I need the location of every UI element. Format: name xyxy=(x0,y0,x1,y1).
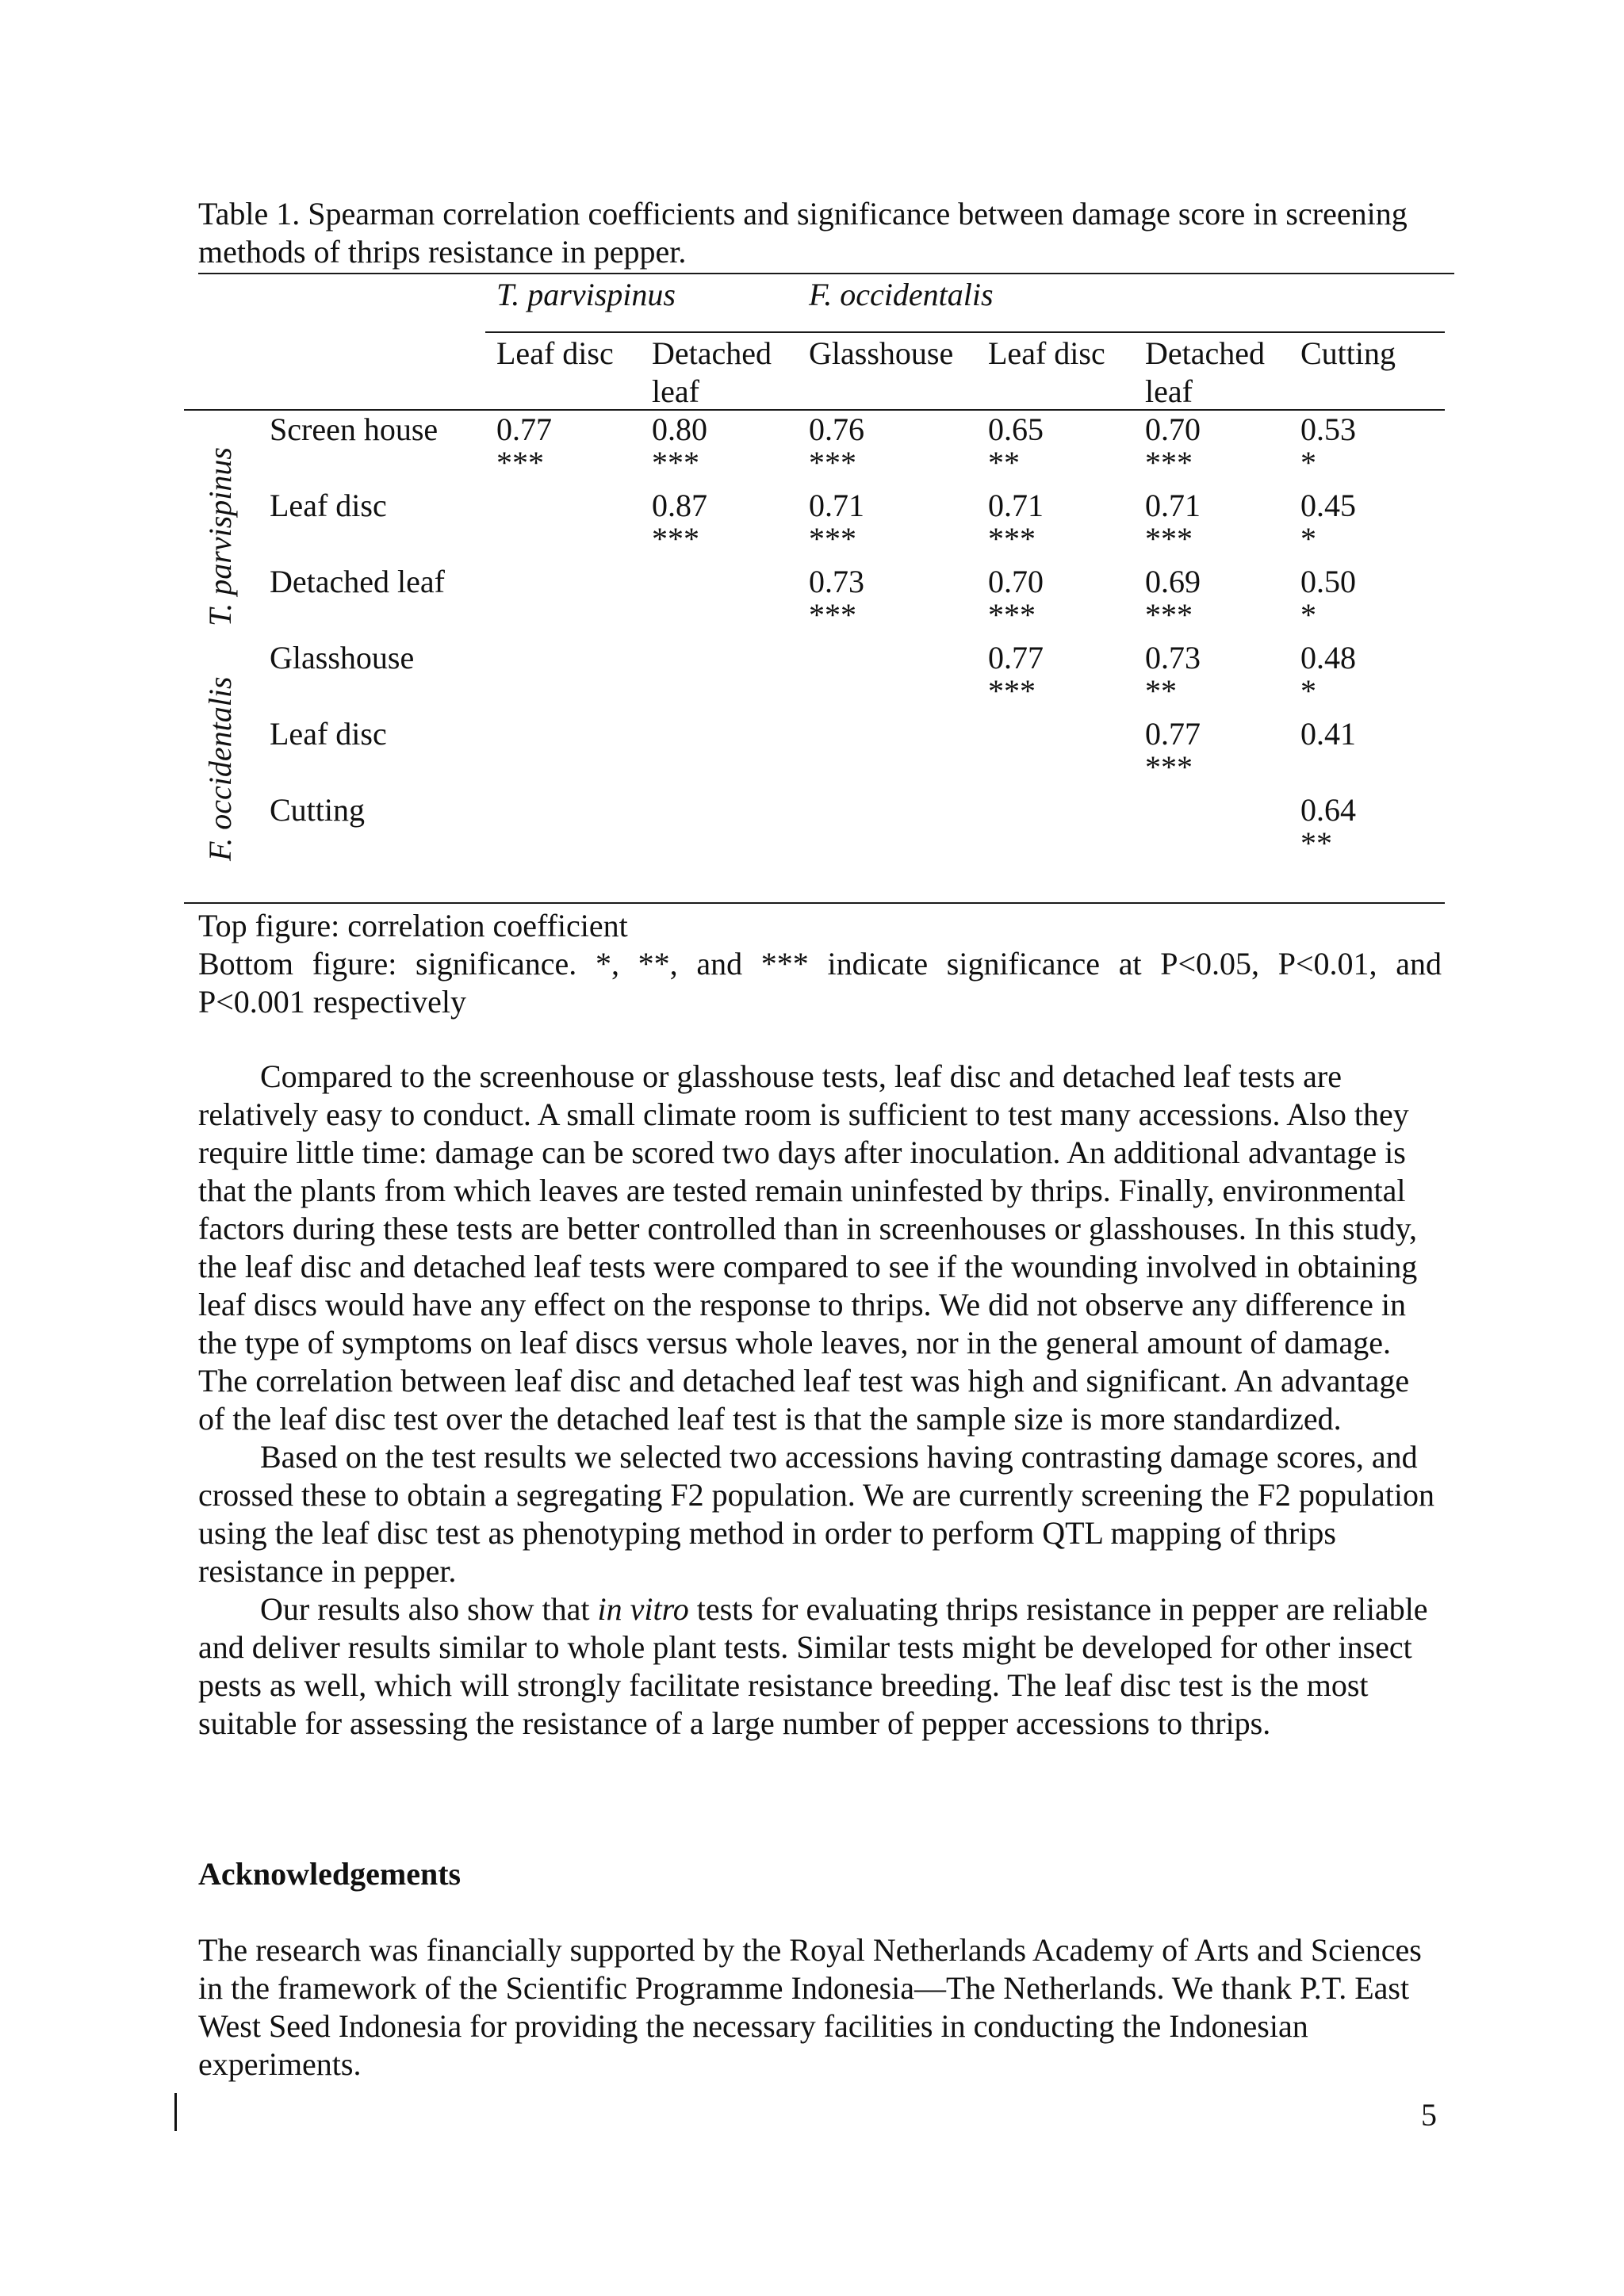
coef-cell: 0.73 xyxy=(1145,640,1201,675)
sig-cell: * xyxy=(1300,445,1316,480)
sig-cell: *** xyxy=(809,521,856,557)
coef-cell: 0.71 xyxy=(809,488,864,523)
sig-cell: ** xyxy=(988,445,1020,480)
col-header-detached-leaf-fo: Detached xyxy=(1145,335,1266,371)
coef-cell: 0.80 xyxy=(652,411,707,447)
col-header-leaf-disc-tp: Leaf disc xyxy=(496,335,614,371)
table-bottom-rule xyxy=(184,902,1445,904)
coef-cell: 0.71 xyxy=(1145,488,1201,523)
coef-cell: 0.41 xyxy=(1300,716,1356,752)
coef-cell: 0.77 xyxy=(988,640,1044,675)
col-header-glasshouse: Glasshouse xyxy=(809,335,954,371)
paragraph-3-italic: in vitro xyxy=(597,1591,689,1627)
coef-cell: 0.45 xyxy=(1300,488,1356,523)
col-header-detached-leaf-fo-line2: leaf xyxy=(1145,373,1193,409)
col-header-leaf-disc-fo: Leaf disc xyxy=(988,335,1105,371)
group-header-f-occidentalis: F. occidentalis xyxy=(809,277,994,312)
row-label: Leaf disc xyxy=(270,716,387,752)
sig-cell: *** xyxy=(652,445,699,480)
change-bar xyxy=(174,2093,177,2131)
sig-cell: *** xyxy=(988,597,1036,633)
page-number: 5 xyxy=(1421,2097,1437,2133)
paragraph-2: Based on the test results we selected two accessions having contrasting damage scores, and crossed these to obtain a segregating F2 population. We are currently screening the F2 population using the leaf disc test as phenotyping method in order to perform QTL mapping of thrips resistance in pepper. xyxy=(198,1439,1434,1589)
table-top-rule xyxy=(198,273,1454,274)
coef-cell: 0.77 xyxy=(1145,716,1201,752)
side-label-f-occidentalis: F. occidentalis xyxy=(202,676,238,861)
col-header-detached-leaf-tp: Detached xyxy=(652,335,772,371)
col-header-detached-leaf-tp-line2: leaf xyxy=(652,373,699,409)
coef-cell: 0.48 xyxy=(1300,640,1356,675)
sig-cell: *** xyxy=(988,673,1036,709)
row-label: Detached leaf xyxy=(270,564,445,599)
coef-cell: 0.76 xyxy=(809,411,864,447)
sig-cell: ** xyxy=(1300,825,1332,861)
note-top-figure: Top figure: correlation coefficient xyxy=(198,908,628,943)
sig-cell: *** xyxy=(1145,445,1193,480)
coef-cell: 0.64 xyxy=(1300,792,1356,828)
coef-cell: 0.70 xyxy=(1145,411,1201,447)
col-header-cutting: Cutting xyxy=(1300,335,1396,371)
acknowledgements-heading: Acknowledgements xyxy=(198,1856,462,1892)
row-label: Leaf disc xyxy=(270,488,387,523)
sig-cell: *** xyxy=(1145,749,1193,785)
paragraph-3-start: Our results also show that xyxy=(260,1591,598,1627)
coef-cell: 0.73 xyxy=(809,564,864,599)
group-header-t-parvispinus: T. parvispinus xyxy=(496,277,676,312)
coef-cell: 0.71 xyxy=(988,488,1044,523)
table-caption: Table 1. Spearman correlation coefficients and significance between damage score in screening methods of thrips resistance in pepper. xyxy=(198,196,1408,270)
sig-cell: *** xyxy=(652,521,699,557)
row-label: Glasshouse xyxy=(270,640,415,675)
sig-cell: * xyxy=(1300,597,1316,633)
coef-cell: 0.70 xyxy=(988,564,1044,599)
paragraph-1: Compared to the screenhouse or glasshouse tests, leaf disc and detached leaf tests are relatively easy to conduct. A small climate room is sufficient to test many accessions. Also they require little time: damage can be scored two days after inoculation. An additional advantage is that the plants from which leaves are tested remain uninfested by thrips. Finally, environmental factors during these tests are better controlled than in screenhouses or glasshouses. In this study, the leaf disc and detached leaf tests were compared to see if the wounding involved in obtaining leaf discs would have any effect on the response to thrips. We did not observe any difference in the type of symptoms on leaf discs versus whole leaves, nor in the general amount of damage. The correlation between leaf disc and detached leaf test was high and significant. An advantage of the leaf disc test over the detached leaf test is that the sample size is more standardized. xyxy=(198,1058,1418,1437)
sig-cell: * xyxy=(1300,673,1316,709)
acknowledgements-text: The research was financially supported by the Royal Netherlands Academy of Arts and Sciences in the framework of the Scientific Programme Indonesia—The Netherlands. We thank P.T. East West Seed Indonesia for providing the necessary facilities in conducting the Indonesian experiments. xyxy=(198,1932,1422,2082)
coef-cell: 0.69 xyxy=(1145,564,1201,599)
sig-cell: *** xyxy=(496,445,544,480)
sig-cell: *** xyxy=(809,445,856,480)
sig-cell: *** xyxy=(988,521,1036,557)
paragraph-3-end: tests for evaluating thrips resistance in pepper are reliable and deliver results similar to whole plant tests. Similar tests might be developed for other insect pests as well, which will strongly facilitate resistance breeding. The leaf disc test is the most suitable for assessing the resistance of a large number of pepper accessions to thrips. xyxy=(198,1591,1428,1741)
paragraph-3 xyxy=(198,1590,1442,1743)
body-text xyxy=(198,1058,1442,1743)
coef-cell: 0.50 xyxy=(1300,564,1356,599)
sig-cell: * xyxy=(1300,521,1316,557)
sig-cell: *** xyxy=(809,597,856,633)
coef-cell: 0.87 xyxy=(652,488,707,523)
coef-cell: 0.53 xyxy=(1300,411,1356,447)
sig-cell: *** xyxy=(1145,521,1193,557)
header-mid-rule xyxy=(485,331,1445,333)
sig-cell: ** xyxy=(1145,673,1177,709)
coef-cell: 0.77 xyxy=(496,411,552,447)
row-label: Cutting xyxy=(270,792,366,828)
side-label-t-parvispinus: T. parvispinus xyxy=(202,447,238,626)
sig-cell: *** xyxy=(1145,597,1193,633)
note-bottom-figure: Bottom figure: significance. *, **, and *** indicate significance at P<0.05, P<0.01, and xyxy=(198,946,1442,982)
note-bottom-figure-cont: P<0.001 respectively xyxy=(198,984,467,1020)
coef-cell: 0.65 xyxy=(988,411,1044,447)
row-label: Screen house xyxy=(270,411,439,447)
